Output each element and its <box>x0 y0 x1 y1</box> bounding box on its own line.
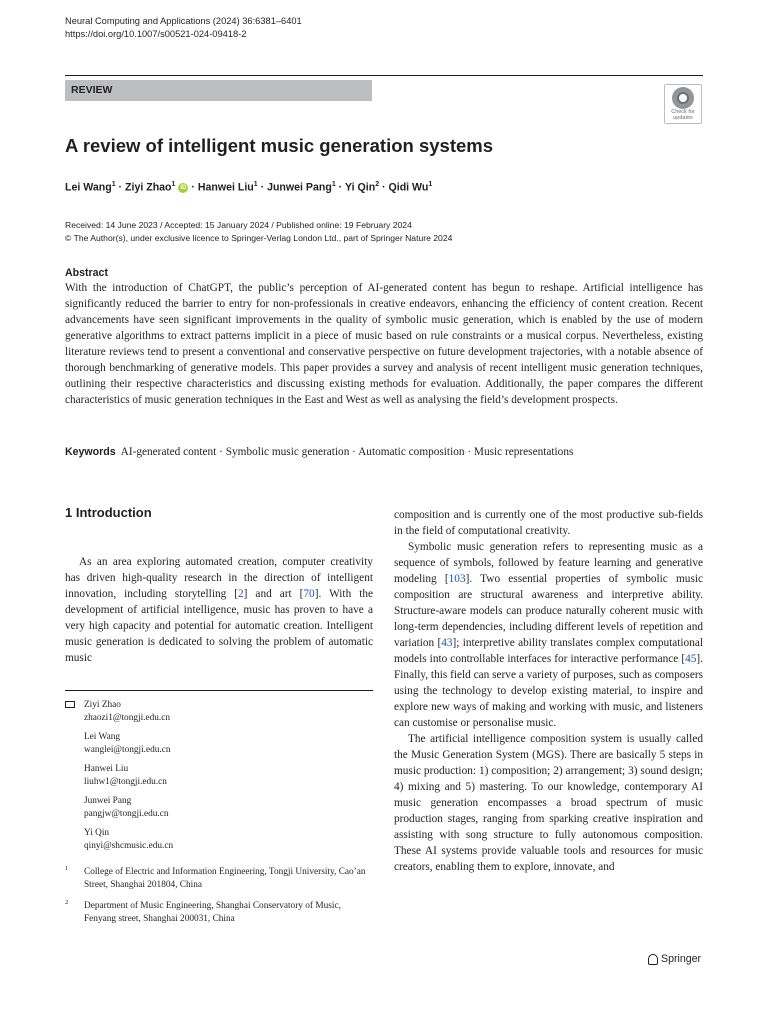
author-list: Lei Wang$^1$ · Ziyi Zhao$^1$ iD · Hanwei Liu$^1$ · Junwei Pang$^1$ · Yi Qin$^2$ · Qidi Wu$^1$ <box>65 181 433 194</box>
author-name[interactable]: Hanwei Liu <box>197 181 254 194</box>
paragraph: As an area exploring automated creation, computer creativity has driven high-quality research in the direction of intelligent innovation, including storytelling [2] and art [70]. With the development of artificial intelligence, music has proven to have a very high capacity and potential for automatic creation. Intelligent music generation is dedicated to solving the problem of automatic music <box>65 556 374 664</box>
author-name[interactable]: Junwei Pang <box>267 181 332 194</box>
keywords <box>65 444 715 460</box>
author-name[interactable]: Qidi Wu <box>388 181 429 194</box>
email-link[interactable]: wanglei@tongji.edu.cn <box>84 744 171 755</box>
email-link[interactable]: pangjw@tongji.edu.cn <box>84 808 169 819</box>
citation-link[interactable]: 103 <box>448 573 466 585</box>
section-label: REVIEW <box>65 80 372 101</box>
author-aff: 1 <box>331 181 336 188</box>
correspondence-entry: Junwei Pang pangjw@tongji.edu.cn <box>84 795 373 820</box>
author-aff: 1 <box>171 181 176 188</box>
publisher-logo <box>648 951 701 967</box>
citation-link[interactable]: 43 <box>441 637 453 649</box>
correspondence-entry: Hanwei Liu liuhw1@tongji.edu.cn <box>84 763 373 788</box>
keywords-list: AI-generated content · Symbolic music generation · Automatic composition · Music representations <box>120 446 574 458</box>
author-aff: 1 <box>253 181 258 188</box>
author-aff: 1 <box>428 181 433 188</box>
section-heading: 1 Introduction <box>65 505 152 520</box>
citation-link[interactable]: 2 <box>238 588 244 600</box>
dates-line: Received: 14 June 2023 / Accepted: 15 January 2024 / Published online: 19 February 2024 <box>65 220 412 230</box>
paragraph: composition and is currently one of the most productive sub-fields in the field of computational creativity. <box>394 509 703 537</box>
journal-header <box>65 15 302 41</box>
journal-citation: Neural Computing and Applications (2024) 36:6381–6401 <box>65 16 302 26</box>
author-name[interactable]: Yi Qin <box>344 181 376 194</box>
email-link[interactable]: liuhw1@tongji.edu.cn <box>84 776 167 787</box>
author-aff: 2 <box>375 181 380 188</box>
correspondence-entry: Ziyi Zhao zhaozi1@tongji.edu.cn <box>84 699 373 724</box>
abstract-text: With the introduction of ChatGPT, the public’s perception of AI-generated content has begun to reshape. Artificial intelligence has significantly reduced the barrier to entry for non-professionals in creative endeavors, enhancing the efficiency of content creation. Recent advancements have seen significant improvements in the quality of symbolic music generation, which is enabled by the use of modern generative algorithms to extract patterns implicit in a piece of music based on rule constraints or a musical corpus. Nevertheless, existing literature reviews tend to present a conventional and conservative perspective on future development trajectories, with a notable absence of thorough benchmarking of generative models. This paper provides a survey and analysis of recent intelligent music generation techniques, outlining their respective characteristics and discussing existing methods for evaluation. Additionally, the paper compares the different characteristics of music generation techniques in the East and West as well as analysing the field’s development prospects. <box>65 282 703 406</box>
author-name[interactable]: Ziyi Zhao <box>125 181 172 194</box>
correspondence-entry: Yi Qin qinyi@shcmusic.edu.cn <box>84 827 373 852</box>
check-updates-icon <box>672 87 694 109</box>
copyright-line: © The Author(s), under exclusive licence to Springer-Verlag London Ltd., part of Springer Nature 2024 <box>65 232 453 243</box>
citation-link[interactable]: 70 <box>303 588 315 600</box>
check-for-updates-badge[interactable] <box>664 84 702 124</box>
correspondence-block <box>65 699 373 859</box>
paragraph: The artificial intelligence composition system is usually called the Music Generation System (MGS). There are basically 5 steps in music production: 1) composition; 2) arrangement; 3) sound design; 4) mixing and 5) mastering. To our knowledge, contemporary AI music generation encompasses a broad spectrum of music production stages, ranging from sparking creative inspiration and assisting with song structure to fully autonomous composition. These AI systems provide valuable tools and resources for music creators, enabling them to explore, innovate, and <box>394 733 703 873</box>
header-rule <box>65 75 703 76</box>
orcid-icon[interactable]: iD <box>180 184 187 191</box>
envelope-icon <box>65 701 75 708</box>
publisher-name: Springer <box>661 953 702 965</box>
paragraph: Symbolic music generation refers to representing music as a sequence of symbols, followed by feature learning and generative modeling [103]. Two essential properties of symbolic music composition are structural awareness and interpretive ability. Structure-aware models can produce naturally coherent music with long-term dependencies, including different levels of repetition and variation [43]; interpretive ability translates complex computational models into controllable interfaces for interactive performance [45]. Finally, this field can serve a variety of purposes, such as composers using the technology to develop existing material, to inspire and explore new ways of making and working with music, and listeners can customise or personalise music. <box>394 541 703 729</box>
email-link[interactable]: zhaozi1@tongji.edu.cn <box>84 712 171 723</box>
affiliation-2: 2 Department of Music Engineering, Shanghai Conservatory of Music, Fenyang street, Shanghai 200031, China <box>65 899 341 924</box>
doi-link[interactable]: https://doi.org/10.1007/s00521-024-09418-2 <box>65 29 247 39</box>
affiliation-1: 1 College of Electric and Information Engineering, Tongji University, Cao’an Street, Shanghai 201804, China <box>65 865 366 890</box>
citation-link[interactable]: 45 <box>685 653 697 665</box>
publication-dates <box>65 219 452 244</box>
correspondence-entry: Lei Wang wanglei@tongji.edu.cn <box>84 731 373 756</box>
springer-horse-icon <box>648 954 658 965</box>
badge-label: Check for updates <box>671 109 695 121</box>
left-column <box>65 554 373 666</box>
author-aff: 1 <box>111 181 116 188</box>
email-link[interactable]: qinyi@shcmusic.edu.cn <box>84 840 174 851</box>
paper-title: A review of intelligent music generation systems <box>65 135 494 156</box>
author-name[interactable]: Lei Wang <box>65 181 112 194</box>
right-column <box>394 507 703 875</box>
keywords-label: Keywords <box>65 446 116 458</box>
footnote-rule <box>65 690 373 691</box>
abstract-heading: Abstract <box>65 267 108 279</box>
